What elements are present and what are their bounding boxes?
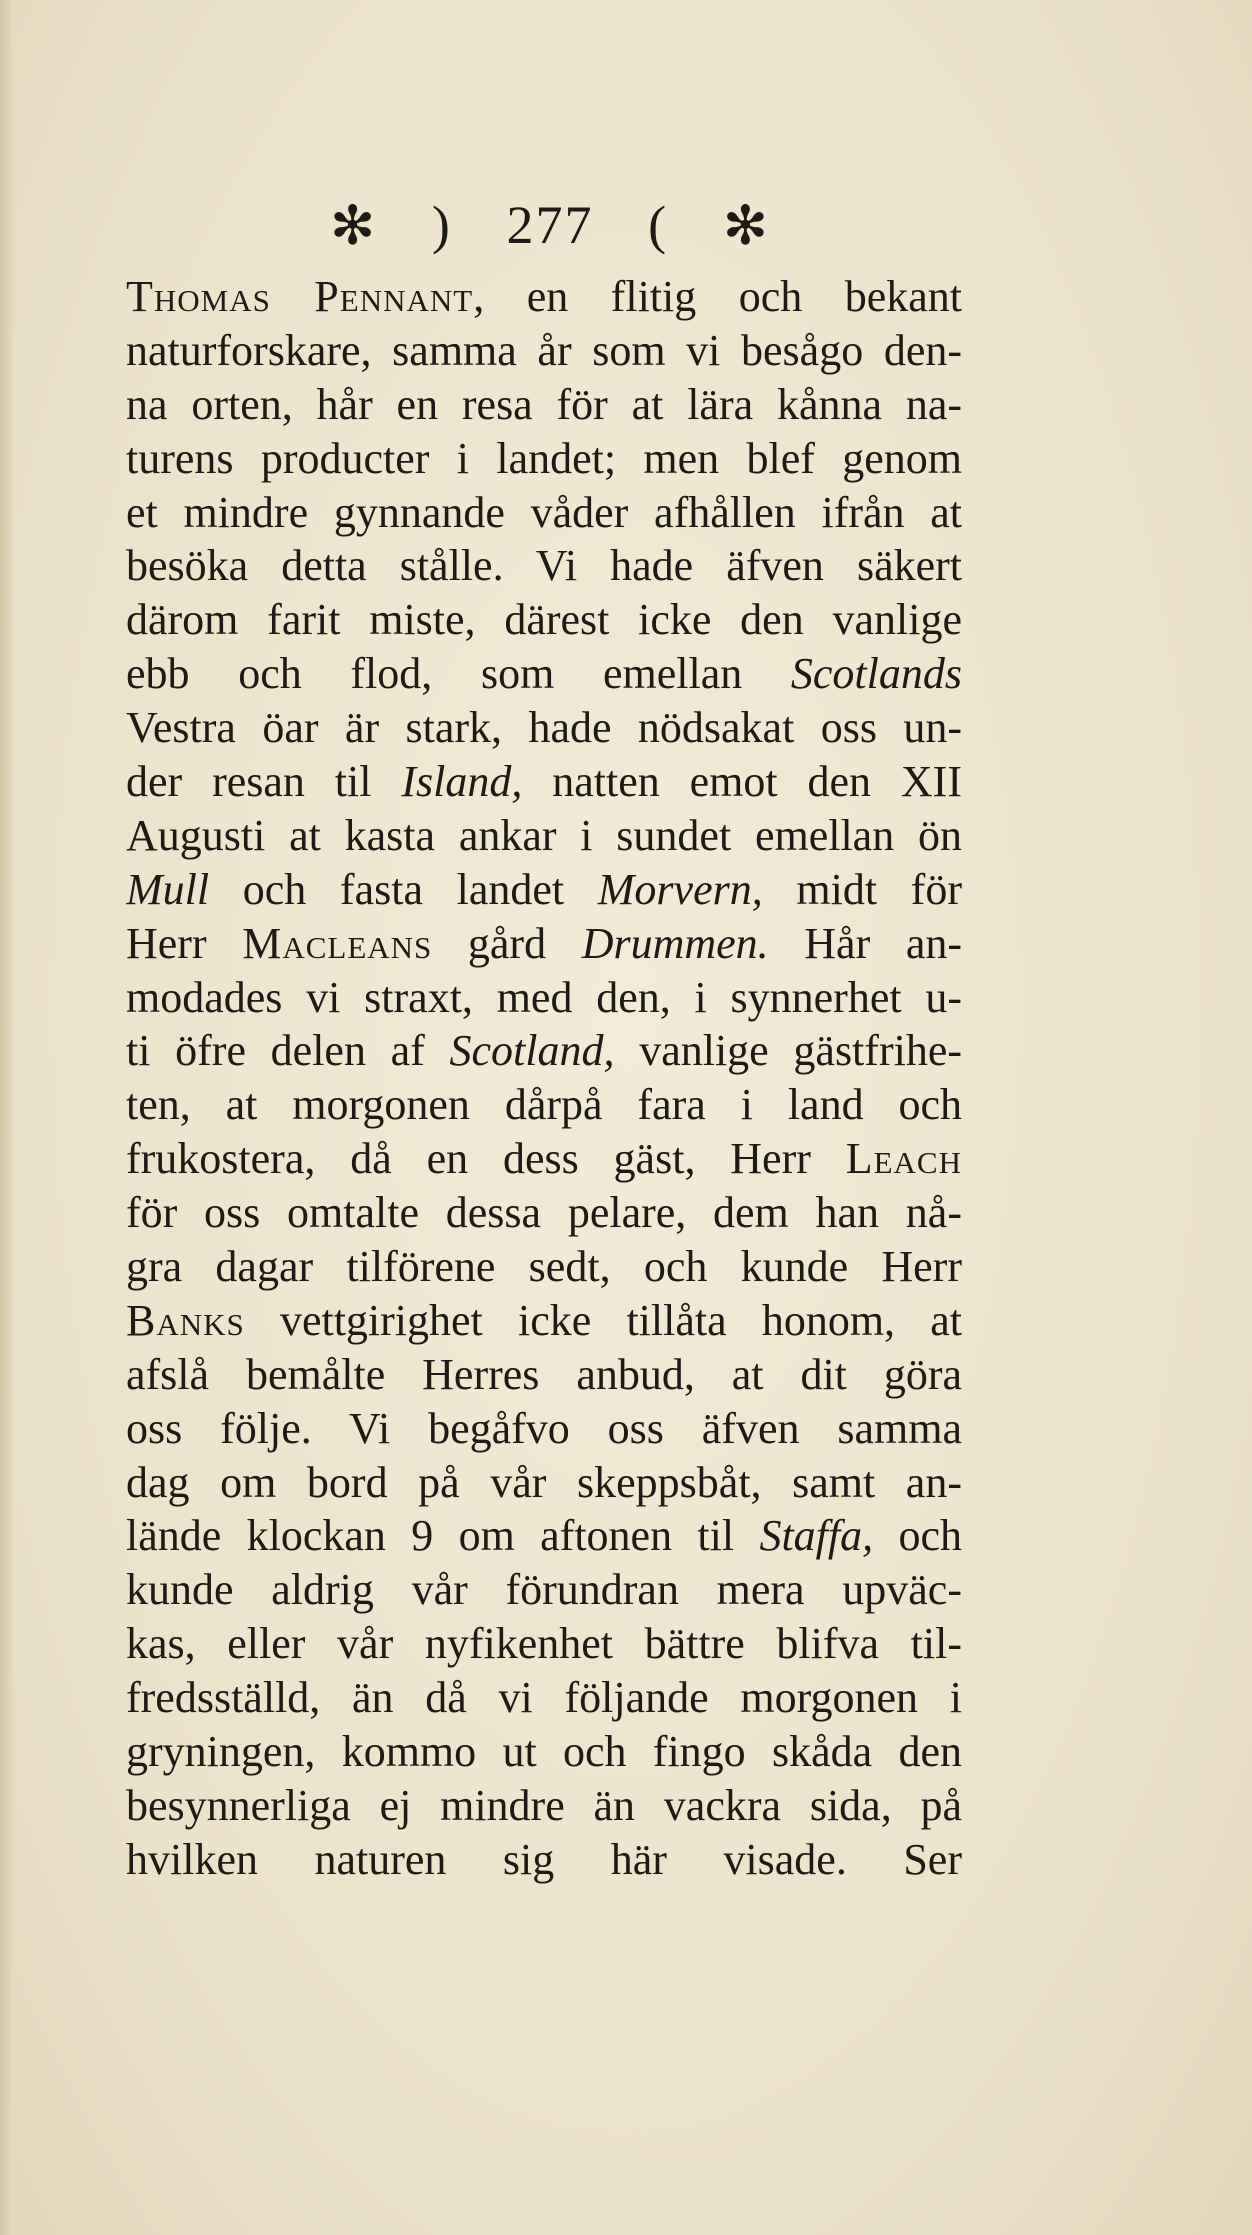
text-line <box>126 1024 962 1078</box>
text-run: besöka detta stålle. Vi hade äfven säkert <box>126 541 962 591</box>
text-line <box>126 1509 962 1563</box>
text-run: och <box>873 1511 962 1561</box>
text-run: vettgirighet icke tillåta honom, at <box>244 1295 962 1345</box>
page-binding-edge <box>0 0 14 2235</box>
text-run: frukostera, då en dess gäst, Herr <box>126 1134 846 1184</box>
text-run: ten, at morgonen dårpå fara i land och <box>126 1080 962 1130</box>
italic-name: Scotlands <box>790 649 962 699</box>
italic-name: Drummen. <box>581 918 769 968</box>
right-bracket: ( <box>648 195 669 255</box>
text-line <box>126 863 962 917</box>
right-ornament-icon: ✻ <box>722 195 770 256</box>
text-run: modades vi straxt, med den, i synnerhet u- <box>126 972 962 1022</box>
text-line <box>126 1671 962 1725</box>
text-run: besynnerliga ej mindre än vackra sida, på <box>126 1780 962 1830</box>
italic-name: Staffa, <box>759 1511 874 1561</box>
text-run: och fasta landet <box>209 864 598 914</box>
text-line <box>126 917 962 971</box>
text-run: gra dagar tilförene sedt, och kunde Herr <box>126 1242 962 1292</box>
text-line <box>126 971 962 1025</box>
text-run: naturforskare, samma år som vi besågo den- <box>126 325 962 375</box>
text-line <box>126 1725 962 1779</box>
text-run: na orten, hår en resa för at lära kånna na- <box>126 379 962 429</box>
text-line <box>126 539 962 593</box>
text-line <box>126 1563 962 1617</box>
text-run: natten emot den XII <box>522 757 962 807</box>
text-run: gård <box>432 918 582 968</box>
italic-name: Scotland, <box>449 1026 615 1076</box>
text-run: kas, eller vår nyfikenhet bättre blifva til- <box>126 1619 962 1669</box>
italic-name: Island, <box>401 757 523 807</box>
text-line <box>126 378 962 432</box>
text-run: därom farit miste, därest icke den vanlige <box>126 595 962 645</box>
text-line <box>126 1240 962 1294</box>
text-run: kunde aldrig vår förundran mera upväc- <box>126 1565 962 1615</box>
text-run: Herr <box>126 918 243 968</box>
text-run: hvilken naturen sig här visade. Ser <box>126 1834 962 1884</box>
text-run: Vestra öar är stark, hade nödsakat oss un- <box>126 703 962 753</box>
text-line <box>126 324 962 378</box>
text-run: midt för <box>762 864 962 914</box>
text-run: Augusti at kasta ankar i sundet emellan ön <box>126 810 962 860</box>
text-line <box>126 1186 962 1240</box>
page-number: 277 <box>506 195 594 255</box>
text-run: Hår an- <box>768 918 962 968</box>
text-line <box>126 486 962 540</box>
text-run: för oss omtalte dessa pelare, dem han nå- <box>126 1188 962 1238</box>
text-line <box>126 432 962 486</box>
text-line <box>126 701 962 755</box>
text-line <box>126 1294 962 1348</box>
text-line <box>126 1132 962 1186</box>
text-line <box>126 1833 962 1887</box>
text-run: oss följe. Vi begåfvo oss äfven samma <box>126 1403 962 1453</box>
small-caps-name: Macleans <box>242 918 433 968</box>
text-run: et mindre gynnande våder afhållen ifrån at <box>126 487 962 537</box>
left-bracket: ) <box>431 195 452 255</box>
text-line <box>126 1779 962 1833</box>
text-run: afslå bemålte Herres anbud, at dit göra <box>126 1349 962 1399</box>
small-caps-name: Leach <box>845 1134 962 1184</box>
text-line <box>126 755 962 809</box>
text-line <box>126 647 962 701</box>
text-run: lände klockan 9 om aftonen til <box>126 1511 760 1561</box>
text-line <box>126 270 962 324</box>
text-line <box>126 1617 962 1671</box>
page-header <box>330 185 770 265</box>
text-run: fredsställd, än då vi följande morgonen i <box>126 1673 962 1723</box>
text-run: , en flitig och bekant <box>473 272 962 321</box>
italic-name: Mull <box>126 864 210 914</box>
small-caps-name: Thomas Pennant <box>126 272 474 321</box>
italic-name: Morvern, <box>597 864 763 914</box>
text-line <box>126 1348 962 1402</box>
text-line <box>126 1456 962 1510</box>
text-run: ebb och flod, som emellan <box>126 649 791 699</box>
text-run: vanlige gästfrihe- <box>614 1026 962 1076</box>
text-run: der resan til <box>126 757 402 807</box>
body-text <box>126 270 962 1887</box>
text-line <box>126 593 962 647</box>
left-ornament-icon: ✻ <box>330 195 378 256</box>
text-run: dag om bord på vår skeppsbåt, samt an- <box>126 1457 962 1507</box>
text-run: turens producter i landet; men blef genom <box>126 433 962 483</box>
text-run: ti öfre delen af <box>126 1026 450 1076</box>
small-caps-name: Banks <box>126 1295 245 1345</box>
text-line <box>126 809 962 863</box>
text-line <box>126 1078 962 1132</box>
text-run: gryningen, kommo ut och fingo skåda den <box>126 1727 962 1777</box>
text-line <box>126 1402 962 1456</box>
